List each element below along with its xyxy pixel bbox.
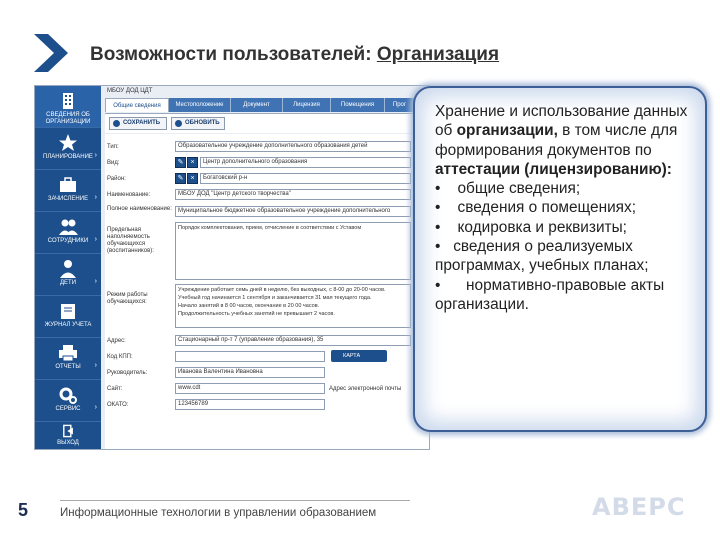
- address-label: Адрес:: [107, 338, 126, 344]
- bullet-item: • общие сведения;: [435, 180, 581, 198]
- full-name-field[interactable]: Муниципальное бюджетное образовательное учреждение дополнительного: [175, 206, 411, 217]
- tab-license[interactable]: Лицензия: [283, 98, 331, 112]
- sidebar-item-label: СВЕДЕНИЯ ОБ ОРГАНИЗАЦИИ: [45, 112, 91, 125]
- sidebar-item-label: ОТЧЕТЫ: [55, 364, 81, 370]
- sidebar-item-label: СОТРУДНИКИ: [47, 238, 89, 244]
- slide-title-highlight: Организация: [376, 44, 500, 65]
- people-icon: [57, 217, 79, 237]
- save-icon: [113, 120, 120, 127]
- type-label: Тип:: [107, 144, 119, 150]
- kind-edit-button[interactable]: ✎: [175, 157, 186, 168]
- chevron-right-icon: ›: [94, 236, 97, 243]
- chevron-logo-icon: [34, 34, 68, 72]
- sidebar-item-planning[interactable]: [35, 128, 101, 170]
- district-label: Район:: [107, 176, 126, 182]
- bullet-item: • сведения о помещениях;: [435, 199, 636, 217]
- kind-field[interactable]: Центр дополнительного образования: [200, 157, 411, 168]
- bullet-item: • сведения о реализуемых программах, учебных планах;: [435, 238, 649, 275]
- age-limits-label: Предельная наполняемость обучающихся (воспитанников):: [107, 227, 154, 254]
- callout-intro-cont: в том числе для формирования документов по: [435, 122, 678, 159]
- district-field[interactable]: Богатовский р-н: [200, 173, 411, 184]
- kind-label: Вид:: [107, 160, 120, 166]
- organization-form: [105, 134, 430, 450]
- institution-name: МБОУ ДОД ЦДТ: [107, 88, 153, 94]
- district-edit-button[interactable]: ✎: [175, 173, 186, 184]
- head-label: Руководитель:: [107, 370, 148, 376]
- tab-location[interactable]: Местоположение: [169, 98, 231, 112]
- site-field[interactable]: www.cdt: [175, 383, 325, 394]
- site-label: Сайт:: [107, 386, 123, 392]
- chevron-right-icon: ›: [94, 404, 97, 411]
- tab-bar: [105, 98, 430, 112]
- chevron-right-icon: ›: [94, 278, 97, 285]
- slide-title: [90, 44, 499, 66]
- footer-divider: [60, 500, 410, 501]
- callout-intro-bold: организации,: [456, 122, 558, 140]
- child-icon: [57, 259, 79, 279]
- chevron-right-icon: ›: [94, 152, 97, 159]
- operating-mode-line: Учебный год начинается 1 сентября и заканчивается 31 мая текущего года.: [178, 295, 372, 301]
- save-button[interactable]: [109, 117, 167, 130]
- refresh-button[interactable]: [171, 117, 225, 130]
- name-field[interactable]: МБОУ ДОД "Центр детского творчества": [175, 189, 411, 200]
- sidebar-item-enrollment[interactable]: [35, 170, 101, 212]
- sidebar-item-label: ДЕТИ: [59, 280, 77, 286]
- tab-document[interactable]: Документ: [231, 98, 283, 112]
- okato-label: ОКАТО:: [107, 402, 129, 408]
- refresh-button-label: ОБНОВИТЬ: [185, 120, 220, 126]
- bullet-item: • нормативно-правовые акты организации.: [435, 276, 665, 313]
- map-button-label: КАРТА: [343, 353, 361, 359]
- save-button-label: СОХРАНИТЬ: [123, 120, 161, 126]
- app-window: [34, 85, 430, 450]
- callout-intro-bold-2: аттестации (лицензированию):: [435, 160, 672, 178]
- okato-field[interactable]: 123456789: [175, 399, 325, 410]
- chevron-right-icon: ›: [94, 362, 97, 369]
- kind-clear-button[interactable]: ×: [187, 157, 198, 168]
- full-name-label: Полное наименование:: [107, 206, 172, 212]
- sidebar-item-exit[interactable]: [35, 422, 101, 450]
- sidebar-item-label: ПЛАНИРОВАНИЕ: [43, 154, 93, 160]
- exit-icon: [57, 424, 79, 438]
- sidebar-item-label: ЖУРНАЛ УЧЕТА: [44, 322, 92, 328]
- district-clear-button[interactable]: ×: [187, 173, 198, 184]
- page-number: 5: [18, 500, 29, 520]
- briefcase-icon: [57, 175, 79, 195]
- sidebar-item-label: СЕРВИС: [55, 406, 81, 412]
- bullet-text: сведения о помещениях;: [457, 199, 636, 217]
- head-field[interactable]: Иванова Валентина Ивановна: [175, 367, 325, 378]
- refresh-icon: [175, 120, 182, 127]
- bullet-text: нормативно-правовые акты организации.: [435, 276, 665, 313]
- kpp-label: Код КПП:: [107, 354, 133, 360]
- brand-logo: АВЕРС: [592, 493, 686, 521]
- star-icon: [57, 133, 79, 153]
- tab-premises[interactable]: Помещения: [331, 98, 385, 112]
- sidebar-item-service[interactable]: [35, 380, 101, 422]
- tab-programs[interactable]: Прог: [385, 98, 415, 112]
- book-icon: [57, 301, 79, 321]
- name-label: Наименование:: [107, 192, 151, 198]
- callout-intro: Хранение и использование данных об: [435, 103, 688, 140]
- sidebar-item-label: ЗАЧИСЛЕНИЕ: [47, 196, 89, 202]
- operating-mode-line: Учреждение работает семь дней в неделю, без выходных, с 8-00 до 20-00 часов.: [178, 287, 386, 293]
- building-icon: [57, 91, 79, 111]
- bullet-item: • кодировка и реквизиты;: [435, 218, 627, 236]
- operating-mode-line: Продолжительность учебных занятий не превышает 2 часов.: [178, 311, 335, 317]
- gears-icon: [57, 385, 79, 405]
- toolbar: [105, 113, 430, 133]
- sidebar-item-children[interactable]: [35, 254, 101, 296]
- map-button[interactable]: [331, 350, 387, 362]
- sidebar-item-label: ВЫХОД: [57, 440, 79, 446]
- callout-box: [413, 86, 707, 432]
- chevron-right-icon: ›: [94, 194, 97, 201]
- age-limits-field[interactable]: Порядок комплектования, прием, отчисление в соответствии с Уставом: [175, 222, 411, 280]
- email-label: Адрес электронной почты: [329, 386, 402, 392]
- slide-title-prefix: Возможности пользователей:: [90, 44, 377, 65]
- footer-text: Информационные технологии в управлении образованием: [60, 507, 377, 519]
- operating-mode-field[interactable]: [175, 284, 411, 328]
- sidebar-item-staff[interactable]: [35, 212, 101, 254]
- kpp-field[interactable]: [175, 351, 325, 362]
- printer-icon: [57, 343, 79, 363]
- callout-text: [435, 102, 693, 314]
- operating-mode-line: Начало занятий в 8 00 часов, окончание в 20 00 часов.: [178, 303, 320, 309]
- bullet-text: сведения о реализуемых программах, учебных планах;: [435, 238, 649, 275]
- tab-general[interactable]: Общие сведения: [105, 98, 169, 112]
- app-main: [101, 86, 430, 450]
- operating-mode-label: Режим работы обучающихся:: [107, 292, 148, 305]
- sidebar-item-journal[interactable]: [35, 296, 101, 338]
- type-field[interactable]: Образовательное учреждение дополнительного образования детей: [175, 141, 411, 152]
- address-field[interactable]: Стационарный пр-т 7 (управление образования), 35: [175, 335, 411, 346]
- bullet-text: общие сведения;: [457, 180, 581, 198]
- sidebar-item-reports[interactable]: [35, 338, 101, 380]
- sidebar-item-organization[interactable]: [35, 86, 101, 128]
- bullet-text: кодировка и реквизиты;: [457, 218, 627, 236]
- sidebar: [35, 86, 101, 450]
